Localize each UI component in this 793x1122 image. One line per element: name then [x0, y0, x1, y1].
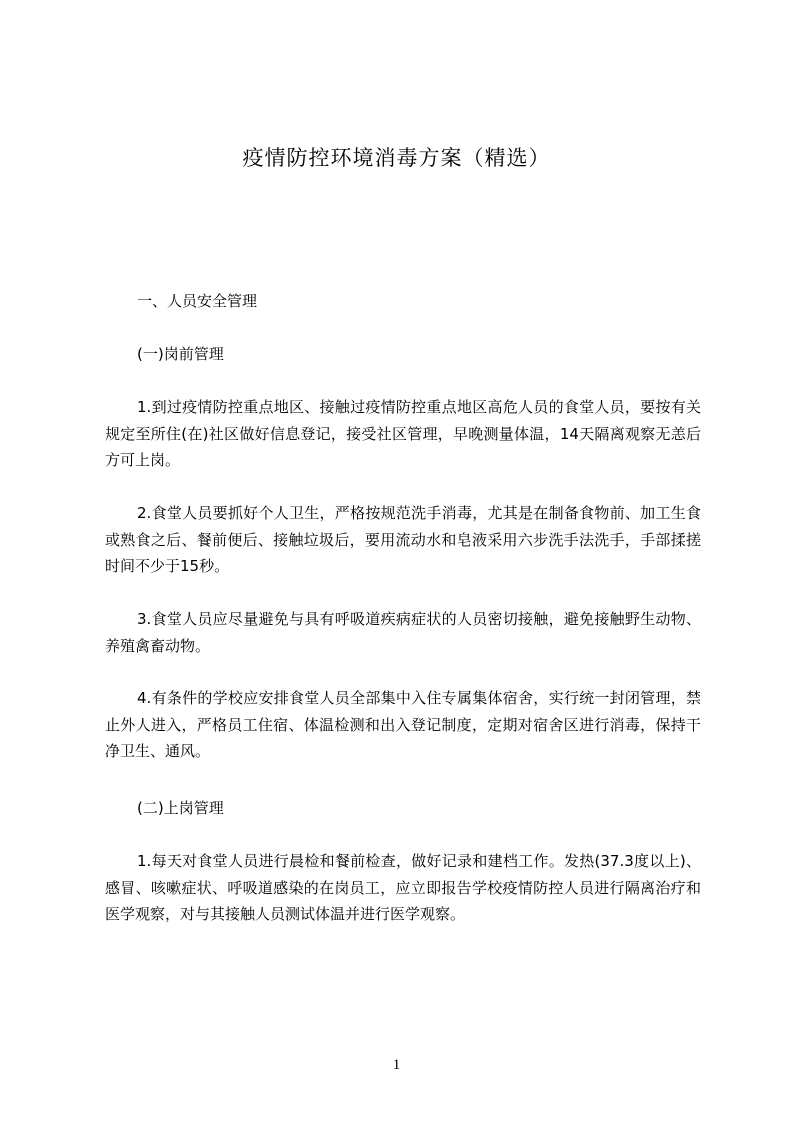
paragraph-pre-duty-2: 2.食堂人员要抓好个人卫生，严格按规范洗手消毒，尤其是在制备食物前、加工生食或熟食之后、餐前便后、接触垃圾后，要用流动水和皂液采用六步洗手法洗手，手部揉搓时间不少于15秒。: [105, 504, 701, 575]
subsection-heading-pre-duty: (一)岗前管理: [137, 345, 224, 363]
paragraph-on-duty-1: 1.每天对食堂人员进行晨检和餐前检查，做好记录和建档工作。发热(37.3度以上)、感冒、咳嗽症状、呼吸道感染的在岗员工，应立即报告学校疫情防控人员进行隔离治疗和医学观察，对与其接触人员测试体温并进行医学观察。: [105, 852, 701, 923]
document-title: 疫情防控环境消毒方案（精选）: [242, 146, 551, 170]
paragraph-pre-duty-4: 4.有条件的学校应安排食堂人员全部集中入住专属集体宿舍，实行统一封闭管理，禁止外人进入，严格员工住宿、体温检测和出入登记制度，定期对宿舍区进行消毒，保持干净卫生、通风。: [105, 689, 701, 760]
paragraph-pre-duty-1: 1.到过疫情防控重点地区、接触过疫情防控重点地区高危人员的食堂人员，要按有关规定至所住(在)社区做好信息登记，接受社区管理，早晚测量体温，14天隔离观察无恙后方可上岗。: [105, 398, 701, 469]
paragraph-pre-duty-3: 3.食堂人员应尽量避免与具有呼吸道疾病症状的人员密切接触，避免接触野生动物、养殖禽畜动物。: [105, 610, 701, 655]
section-heading-personnel-safety: 一、人员安全管理: [137, 292, 258, 310]
subsection-heading-on-duty: (二)上岗管理: [137, 799, 224, 817]
page-number: 1: [392, 1057, 401, 1073]
